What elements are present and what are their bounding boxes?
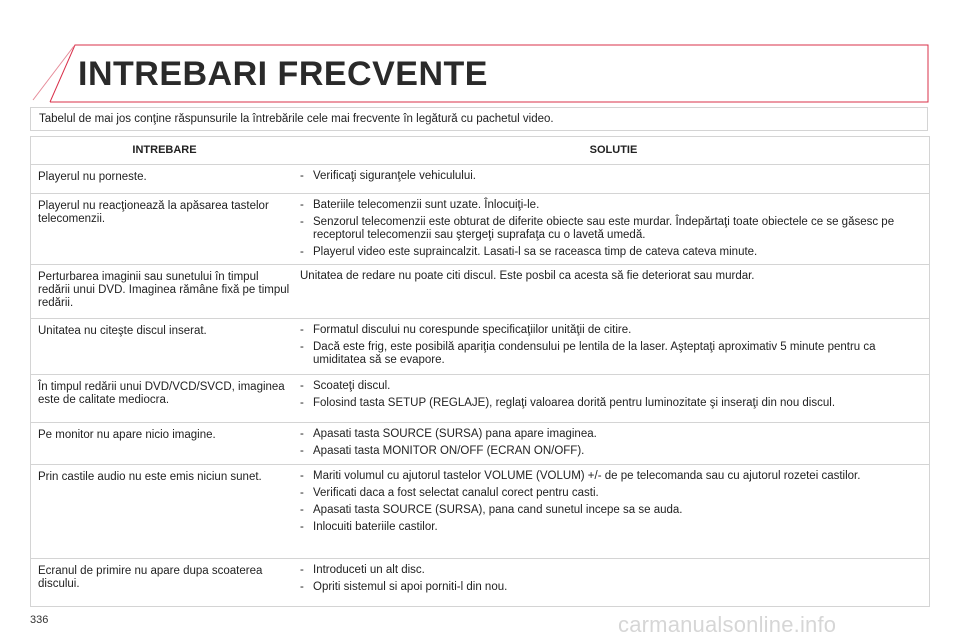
answer-column-header: SOLUTIE	[589, 144, 638, 156]
dash-bullet: -	[300, 380, 304, 392]
dash-bullet: -	[300, 581, 304, 593]
dash-bullet: -	[300, 216, 304, 228]
answer-item: - Apasati tasta MONITOR ON/OFF (ECRAN ON/OFF).	[291, 445, 921, 458]
faq-table	[30, 136, 930, 607]
table-row	[31, 559, 929, 607]
answer-item: - Introduceti un alt disc.	[291, 564, 921, 577]
dash-bullet: -	[300, 504, 304, 516]
answer-text: Unitatea de redare nu poate citi discul. Este posbil ca acesta să fie deteriorat sau murdar.	[300, 270, 755, 282]
table-row	[31, 165, 929, 194]
answer-item: - Verificaţi siguranţele vehiculului.	[291, 170, 921, 183]
answer-item: - Apasati tasta SOURCE (SURSA), pana cand sunetul incepe sa se auda.	[291, 504, 921, 517]
answer-item: - Mariti volumul cu ajutorul tastelor VOLUME (VOLUM) +/- de pe telecomanda sau cu ajutorul rozetei castilor.	[291, 470, 921, 483]
answer-item: - Bateriile telecomenzii sunt uzate. Înlocuiţi-le.	[291, 199, 921, 212]
question-cell: Ecranul de primire nu apare dupa scoaterea discului.	[38, 565, 263, 590]
question-cell: Pe monitor nu apare nicio imagine.	[38, 429, 216, 441]
dash-bullet: -	[300, 564, 304, 576]
dash-bullet: -	[300, 428, 304, 440]
question-cell: În timpul redării unui DVD/VCD/SVCD, imaginea este de calitate mediocra.	[38, 381, 285, 406]
answer-cell	[291, 165, 929, 193]
question-cell: Prin castile audio nu este emis niciun sunet.	[38, 471, 262, 483]
dash-bullet: -	[300, 445, 304, 457]
dash-bullet: -	[300, 246, 304, 258]
table-row	[31, 465, 929, 559]
question-cell: Playerul nu porneste.	[38, 171, 147, 183]
intro-text: Tabelul de mai jos conţine răspunsurile la întrebările cele mai frecvente în legătură cu pachetul video.	[30, 107, 928, 131]
answer-cell	[291, 423, 929, 464]
dash-bullet: -	[300, 199, 304, 211]
faq-table-header	[31, 137, 929, 165]
answer-cell	[291, 194, 929, 264]
answer-item: - Senzorul telecomenzii este obturat de diferite obiecte sau este murdar. Îndepărtaţi toate obiectele ce se găsesc pe receptorul telecomenzii sau ştergeţi suprafaţa cu o lavetă umedă.	[291, 216, 921, 242]
answer-cell	[291, 375, 929, 422]
question-cell: Playerul nu reacţionează la apăsarea tastelor telecomenzii.	[38, 200, 269, 225]
question-cell: Unitatea nu citeşte discul inserat.	[38, 325, 207, 337]
dash-bullet: -	[300, 521, 304, 533]
table-row	[31, 319, 929, 375]
answer-item: - Apasati tasta SOURCE (SURSA) pana apare imaginea.	[291, 428, 921, 441]
dash-bullet: -	[300, 487, 304, 499]
dash-bullet: -	[300, 170, 304, 182]
question-cell: Perturbarea imaginii sau sunetului în timpul redării unui DVD. Imaginea rămâne fixă pe timpul redării.	[38, 271, 290, 309]
answer-cell	[291, 265, 929, 318]
page-title: INTREBARI FRECVENTE	[78, 55, 488, 93]
table-row	[31, 375, 929, 423]
answer-item: - Formatul discului nu corespunde specificaţiilor unităţii de citire.	[291, 324, 921, 337]
answer-cell	[291, 319, 929, 374]
answer-item: - Scoateţi discul.	[291, 380, 921, 393]
answer-item: - Inlocuiti bateriile castilor.	[291, 521, 921, 534]
answer-item: - Playerul video este supraincalzit. Lasati-l sa se raceasca timp de cateva cateva minute.	[291, 246, 921, 259]
table-row	[31, 423, 929, 465]
watermark: carmanualsonline.info	[618, 612, 837, 637]
question-column-header: INTREBARE	[132, 144, 197, 156]
answer-cell	[291, 465, 929, 558]
answer-item: - Dacă este frig, este posibilă apariţia condensului pe lentila de la laser. Aşteptaţi aproximativ 5 minute pentru ca umiditatea să se evapore.	[291, 341, 921, 367]
dash-bullet: -	[300, 470, 304, 482]
answer-item: - Folosind tasta SETUP (REGLAJE), reglaţi valoarea dorită pentru luminozitate şi inseraţi din nou discul.	[291, 397, 921, 410]
table-row	[31, 194, 929, 265]
answer-cell	[291, 559, 929, 607]
answer-item: - Opriti sistemul si apoi porniti-l din nou.	[291, 581, 921, 594]
dash-bullet: -	[300, 324, 304, 336]
dash-bullet: -	[300, 341, 304, 353]
answer-item: - Verificati daca a fost selectat canalul corect pentru casti.	[291, 487, 921, 500]
table-row	[31, 265, 929, 319]
dash-bullet: -	[300, 397, 304, 409]
page-number: 336	[30, 614, 49, 626]
